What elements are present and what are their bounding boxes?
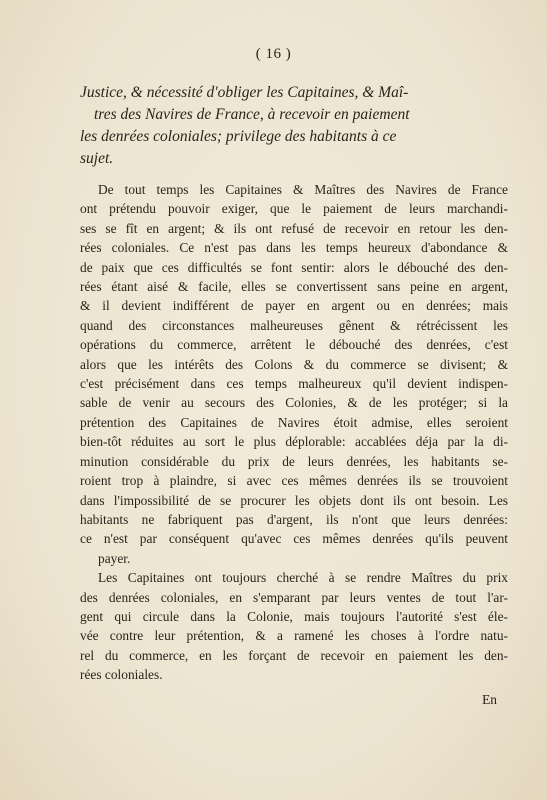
text-line: De tout temps les Capitaines & Maîtres des Navires de France [98,182,508,197]
text-line: quand des circonstances malheureuses gênent & rétrécissent les [80,317,508,333]
text-line: des denrées coloniales, en s'emparant par leurs ventes de tout l'ar- [80,589,508,605]
text-line: minution considérable du prix de leurs denrées, les habitants se- [80,453,508,469]
paragraph-1 [80,180,508,568]
heading-line: tres des Navires de France, à recevoir en paiement [94,106,410,123]
text-line: alors que les intérêts des Colons & du commerce se divisent; & [80,356,508,372]
text-line: Les Capitaines ont toujours cherché à se rendre Maîtres du prix [98,570,508,586]
text-line: bien-tôt réduites au sort le plus déplorable: accablées déja par la di- [80,434,508,450]
text-line: ses se fît en argent; & ils ont refusé de recevoir en retour les den- [80,220,508,236]
section-heading [80,82,508,170]
body-text [80,180,508,685]
text-line: gent qui circule dans la Colonie, mais toujours l'autorité s'est éle- [80,608,508,624]
text-line: dans l'impossibilité de se procurer les objets dont ils ont besoin. Les [80,492,508,508]
text-line: prétention des Capitaines de Navires étoit admise, elles seroient [80,414,508,430]
text-line: rées coloniales. Ce n'est pas dans les temps heureux d'abondance & [80,240,508,256]
text-line: ont prétendu pouvoir exiger, que le paiement de leurs marchandi- [80,201,508,217]
text-line: opérations du commerce, arrêtent le débouché des denrées, c'est [80,337,508,353]
text-line: c'est précisément dans ces temps malheureux qu'il devient indispen- [80,376,508,392]
text-line: rées étant aisé & facile, elles se convertissent sans peine en argent, [80,279,508,295]
heading-line: sujet. [80,150,114,167]
text-line: & il devient indifférent de payer en argent ou en denrées; mais [80,298,508,314]
text-line: sable de venir au secours des Colonies, & de les protéger; si la [80,395,508,411]
text-line: de paix que ces difficultés se font sentir: alors le débouché des den- [80,259,508,275]
paragraph-2 [80,568,508,684]
text-line: habitants ne fabriquent pas d'argent, ils n'ont que leurs denrées: [80,511,508,527]
text-line: rées coloniales. [80,667,163,683]
text-line: payer. [98,550,131,566]
text-line: rel du commerce, en les forçant de recevoir en paiement les den- [80,647,508,663]
page-number: ( 16 ) [255,46,292,62]
catchword: En [482,692,497,707]
heading-line: Justice, & nécessité d'obliger les Capitaines, & Maî- [80,84,409,101]
text-line: roient trop à plaindre, si avec ces mêmes denrées ils se trouvoient [80,473,508,489]
heading-line: les denrées coloniales; privilege des habitants à ce [80,128,397,145]
text-line: vée contre leur prétention, & a ramené les choses à l'ordre natu- [80,628,508,644]
text-line: ce n'est par conséquent qu'avec ces mêmes denrées qu'ils peuvent [80,531,508,547]
